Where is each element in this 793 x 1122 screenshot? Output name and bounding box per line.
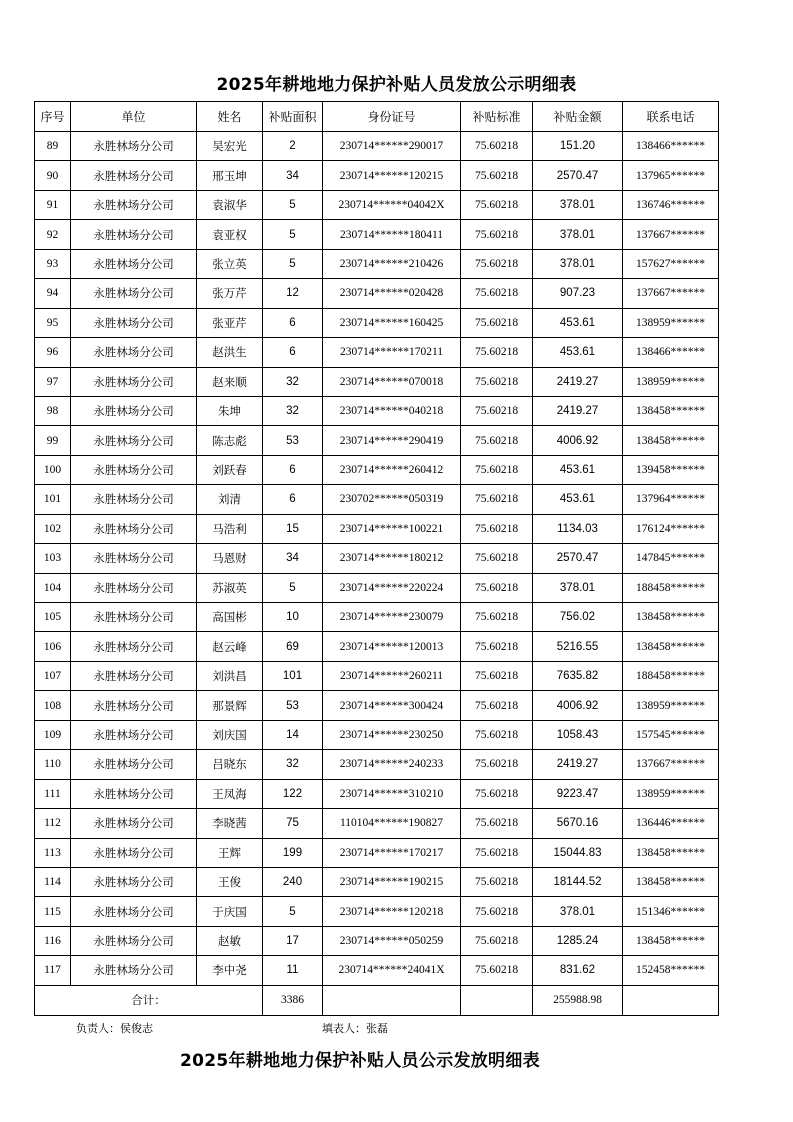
cell-name: 王凤海 [197, 779, 263, 808]
cell-standard: 75.60218 [461, 308, 533, 337]
table-row [35, 485, 719, 514]
cell-unit: 永胜林场分公司 [71, 426, 197, 455]
cell-amount: 151.20 [533, 132, 623, 161]
cell-phone: 137667****** [623, 279, 719, 308]
cell-area: 53 [263, 691, 323, 720]
cell-amount: 1058.43 [533, 720, 623, 749]
cell-amount: 1285.24 [533, 926, 623, 955]
table-row [35, 249, 719, 278]
cell-area: 14 [263, 720, 323, 749]
cell-amount: 5670.16 [533, 809, 623, 838]
table-row [35, 956, 719, 985]
header-phone: 联系电话 [623, 102, 719, 132]
cell-phone: 188458****** [623, 661, 719, 690]
cell-standard: 75.60218 [461, 573, 533, 602]
cell-id-number: 230714******24041X [323, 956, 461, 985]
cell-area: 32 [263, 396, 323, 425]
cell-phone: 136446****** [623, 809, 719, 838]
cell-area: 5 [263, 897, 323, 926]
cell-phone: 138458****** [623, 926, 719, 955]
cell-standard: 75.60218 [461, 485, 533, 514]
cell-id-number: 230714******310210 [323, 779, 461, 808]
cell-id-number: 230714******100221 [323, 514, 461, 543]
table-row [35, 779, 719, 808]
cell-id-number: 110104******190827 [323, 809, 461, 838]
cell-amount: 2419.27 [533, 367, 623, 396]
cell-unit: 永胜林场分公司 [71, 691, 197, 720]
cell-id-number: 230714******120218 [323, 897, 461, 926]
cell-area: 199 [263, 838, 323, 867]
cell-area: 6 [263, 485, 323, 514]
cell-unit: 永胜林场分公司 [71, 632, 197, 661]
cell-amount: 453.61 [533, 308, 623, 337]
cell-standard: 75.60218 [461, 838, 533, 867]
cell-phone: 138458****** [623, 867, 719, 896]
cell-standard: 75.60218 [461, 249, 533, 278]
cell-name: 刘跃春 [197, 455, 263, 484]
table-row [35, 867, 719, 896]
cell-name: 刘洪昌 [197, 661, 263, 690]
form-filler: 填表人：张磊 [322, 1022, 388, 1035]
cell-id-number: 230714******04042X [323, 190, 461, 219]
cell-id-number: 230714******260211 [323, 661, 461, 690]
cell-phone: 176124****** [623, 514, 719, 543]
cell-seq: 90 [35, 161, 71, 190]
cell-id-number: 230714******210426 [323, 249, 461, 278]
cell-phone: 138959****** [623, 308, 719, 337]
cell-seq: 108 [35, 691, 71, 720]
cell-standard: 75.60218 [461, 691, 533, 720]
cell-unit: 永胜林场分公司 [71, 573, 197, 602]
cell-phone: 137965****** [623, 161, 719, 190]
cell-area: 15 [263, 514, 323, 543]
cell-unit: 永胜林场分公司 [71, 750, 197, 779]
cell-phone: 138466****** [623, 338, 719, 367]
cell-phone: 138458****** [623, 632, 719, 661]
cell-phone: 138458****** [623, 603, 719, 632]
total-empty-cell [323, 985, 461, 1015]
cell-area: 69 [263, 632, 323, 661]
table-header-row [35, 102, 719, 132]
cell-area: 34 [263, 544, 323, 573]
cell-unit: 永胜林场分公司 [71, 809, 197, 838]
cell-area: 53 [263, 426, 323, 455]
cell-phone: 138466****** [623, 132, 719, 161]
cell-unit: 永胜林场分公司 [71, 279, 197, 308]
table-row [35, 338, 719, 367]
cell-amount: 378.01 [533, 249, 623, 278]
header-name: 姓名 [197, 102, 263, 132]
cell-id-number: 230714******020428 [323, 279, 461, 308]
cell-phone: 157627****** [623, 249, 719, 278]
cell-id-number: 230714******170211 [323, 338, 461, 367]
cell-id-number: 230714******070018 [323, 367, 461, 396]
cell-area: 5 [263, 190, 323, 219]
cell-seq: 109 [35, 720, 71, 749]
cell-amount: 453.61 [533, 338, 623, 367]
cell-phone: 138458****** [623, 426, 719, 455]
cell-seq: 102 [35, 514, 71, 543]
cell-amount: 9223.47 [533, 779, 623, 808]
cell-phone: 152458****** [623, 956, 719, 985]
table-row [35, 426, 719, 455]
cell-unit: 永胜林场分公司 [71, 338, 197, 367]
table-row [35, 897, 719, 926]
cell-name: 陈志彪 [197, 426, 263, 455]
cell-area: 6 [263, 308, 323, 337]
cell-id-number: 230714******230079 [323, 603, 461, 632]
cell-amount: 907.23 [533, 279, 623, 308]
cell-name: 马恩财 [197, 544, 263, 573]
cell-seq: 101 [35, 485, 71, 514]
cell-area: 6 [263, 338, 323, 367]
cell-unit: 永胜林场分公司 [71, 220, 197, 249]
cell-unit: 永胜林场分公司 [71, 720, 197, 749]
table-row [35, 367, 719, 396]
cell-standard: 75.60218 [461, 132, 533, 161]
cell-name: 袁亚权 [197, 220, 263, 249]
cell-amount: 378.01 [533, 190, 623, 219]
cell-id-number: 230714******120013 [323, 632, 461, 661]
cell-amount: 7635.82 [533, 661, 623, 690]
cell-seq: 104 [35, 573, 71, 602]
cell-id-number: 230714******050259 [323, 926, 461, 955]
cell-area: 32 [263, 367, 323, 396]
cell-area: 11 [263, 956, 323, 985]
cell-name: 吕晓东 [197, 750, 263, 779]
cell-area: 75 [263, 809, 323, 838]
header-unit: 单位 [71, 102, 197, 132]
cell-seq: 111 [35, 779, 71, 808]
total-area: 3386 [263, 985, 323, 1015]
cell-standard: 75.60218 [461, 897, 533, 926]
cell-seq: 89 [35, 132, 71, 161]
cell-standard: 75.60218 [461, 956, 533, 985]
cell-phone: 139458****** [623, 455, 719, 484]
next-page-title: 2025年耕地地力保护补贴人员公示发放明细表 [180, 1051, 540, 1071]
cell-standard: 75.60218 [461, 720, 533, 749]
table-row [35, 720, 719, 749]
cell-name: 那景辉 [197, 691, 263, 720]
table-row [35, 691, 719, 720]
cell-area: 122 [263, 779, 323, 808]
cell-seq: 106 [35, 632, 71, 661]
cell-standard: 75.60218 [461, 779, 533, 808]
cell-area: 32 [263, 750, 323, 779]
cell-id-number: 230714******300424 [323, 691, 461, 720]
cell-id-number: 230714******190215 [323, 867, 461, 896]
cell-id-number: 230714******040218 [323, 396, 461, 425]
cell-name: 李中尧 [197, 956, 263, 985]
cell-area: 2 [263, 132, 323, 161]
cell-amount: 5216.55 [533, 632, 623, 661]
cell-phone: 138959****** [623, 779, 719, 808]
table-row [35, 926, 719, 955]
table-row [35, 573, 719, 602]
cell-seq: 117 [35, 956, 71, 985]
cell-id-number: 230714******290419 [323, 426, 461, 455]
cell-seq: 105 [35, 603, 71, 632]
cell-standard: 75.60218 [461, 426, 533, 455]
cell-unit: 永胜林场分公司 [71, 367, 197, 396]
cell-amount: 378.01 [533, 897, 623, 926]
cell-standard: 75.60218 [461, 279, 533, 308]
header-area: 补贴面积 [263, 102, 323, 132]
cell-unit: 永胜林场分公司 [71, 396, 197, 425]
cell-phone: 157545****** [623, 720, 719, 749]
cell-unit: 永胜林场分公司 [71, 190, 197, 219]
total-empty-cell [461, 985, 533, 1015]
header-amount: 补贴金额 [533, 102, 623, 132]
total-label: 合计： [35, 985, 263, 1015]
cell-seq: 107 [35, 661, 71, 690]
cell-amount: 4006.92 [533, 426, 623, 455]
cell-id-number: 230714******120215 [323, 161, 461, 190]
cell-name: 赵来顺 [197, 367, 263, 396]
cell-phone: 138959****** [623, 367, 719, 396]
table-row [35, 308, 719, 337]
cell-unit: 永胜林场分公司 [71, 308, 197, 337]
cell-standard: 75.60218 [461, 455, 533, 484]
table-row [35, 809, 719, 838]
cell-amount: 453.61 [533, 485, 623, 514]
table-row [35, 220, 719, 249]
cell-name: 李晓茜 [197, 809, 263, 838]
cell-name: 王辉 [197, 838, 263, 867]
table-row [35, 632, 719, 661]
responsible-person: 负责人：侯俊志 [76, 1022, 153, 1035]
cell-unit: 永胜林场分公司 [71, 661, 197, 690]
cell-name: 刘庆国 [197, 720, 263, 749]
cell-id-number: 230714******180411 [323, 220, 461, 249]
cell-area: 6 [263, 455, 323, 484]
cell-name: 张万芹 [197, 279, 263, 308]
cell-seq: 92 [35, 220, 71, 249]
cell-id-number: 230714******230250 [323, 720, 461, 749]
cell-seq: 98 [35, 396, 71, 425]
cell-area: 5 [263, 220, 323, 249]
cell-amount: 2419.27 [533, 396, 623, 425]
cell-area: 10 [263, 603, 323, 632]
total-amount: 255988.98 [533, 985, 623, 1015]
cell-standard: 75.60218 [461, 220, 533, 249]
cell-phone: 138458****** [623, 838, 719, 867]
cell-name: 吴宏光 [197, 132, 263, 161]
cell-seq: 110 [35, 750, 71, 779]
table-row [35, 279, 719, 308]
cell-unit: 永胜林场分公司 [71, 514, 197, 543]
cell-name: 马浩利 [197, 514, 263, 543]
cell-phone: 136746****** [623, 190, 719, 219]
cell-standard: 75.60218 [461, 867, 533, 896]
cell-seq: 116 [35, 926, 71, 955]
cell-amount: 2419.27 [533, 750, 623, 779]
cell-area: 101 [263, 661, 323, 690]
cell-standard: 75.60218 [461, 161, 533, 190]
cell-unit: 永胜林场分公司 [71, 867, 197, 896]
cell-amount: 1134.03 [533, 514, 623, 543]
cell-standard: 75.60218 [461, 544, 533, 573]
cell-name: 赵洪生 [197, 338, 263, 367]
cell-seq: 93 [35, 249, 71, 278]
cell-area: 5 [263, 573, 323, 602]
page-title: 2025年耕地地力保护补贴人员发放公示明细表 [216, 75, 577, 95]
cell-seq: 99 [35, 426, 71, 455]
cell-seq: 95 [35, 308, 71, 337]
cell-standard: 75.60218 [461, 396, 533, 425]
cell-area: 12 [263, 279, 323, 308]
cell-unit: 永胜林场分公司 [71, 249, 197, 278]
table-row [35, 161, 719, 190]
cell-standard: 75.60218 [461, 750, 533, 779]
cell-unit: 永胜林场分公司 [71, 603, 197, 632]
cell-area: 34 [263, 161, 323, 190]
table-row [35, 190, 719, 219]
cell-name: 苏淑英 [197, 573, 263, 602]
total-empty-cell [623, 985, 719, 1015]
cell-amount: 15044.83 [533, 838, 623, 867]
table-row [35, 132, 719, 161]
cell-amount: 756.02 [533, 603, 623, 632]
cell-phone: 137964****** [623, 485, 719, 514]
subsidy-table [34, 101, 719, 1016]
header-id: 身份证号 [323, 102, 461, 132]
cell-unit: 永胜林场分公司 [71, 926, 197, 955]
cell-name: 邢玉坤 [197, 161, 263, 190]
cell-seq: 91 [35, 190, 71, 219]
cell-amount: 2570.47 [533, 544, 623, 573]
cell-phone: 137667****** [623, 220, 719, 249]
cell-standard: 75.60218 [461, 926, 533, 955]
cell-amount: 453.61 [533, 455, 623, 484]
table-row [35, 396, 719, 425]
cell-unit: 永胜林场分公司 [71, 897, 197, 926]
cell-unit: 永胜林场分公司 [71, 161, 197, 190]
cell-unit: 永胜林场分公司 [71, 779, 197, 808]
table-row [35, 750, 719, 779]
cell-seq: 100 [35, 455, 71, 484]
cell-name: 于庆国 [197, 897, 263, 926]
cell-seq: 94 [35, 279, 71, 308]
cell-amount: 831.62 [533, 956, 623, 985]
cell-phone: 188458****** [623, 573, 719, 602]
cell-name: 赵敏 [197, 926, 263, 955]
cell-standard: 75.60218 [461, 661, 533, 690]
cell-unit: 永胜林场分公司 [71, 455, 197, 484]
table-row [35, 544, 719, 573]
cell-unit: 永胜林场分公司 [71, 132, 197, 161]
cell-standard: 75.60218 [461, 338, 533, 367]
cell-amount: 378.01 [533, 573, 623, 602]
cell-phone: 147845****** [623, 544, 719, 573]
cell-name: 张立英 [197, 249, 263, 278]
table-row [35, 838, 719, 867]
cell-id-number: 230714******220224 [323, 573, 461, 602]
table-row [35, 603, 719, 632]
cell-amount: 4006.92 [533, 691, 623, 720]
cell-phone: 151346****** [623, 897, 719, 926]
cell-id-number: 230714******160425 [323, 308, 461, 337]
cell-id-number: 230714******290017 [323, 132, 461, 161]
table-row [35, 455, 719, 484]
cell-phone: 137667****** [623, 750, 719, 779]
cell-seq: 114 [35, 867, 71, 896]
cell-standard: 75.60218 [461, 603, 533, 632]
cell-id-number: 230702******050319 [323, 485, 461, 514]
cell-name: 赵云峰 [197, 632, 263, 661]
cell-id-number: 230714******260412 [323, 455, 461, 484]
cell-seq: 113 [35, 838, 71, 867]
cell-seq: 103 [35, 544, 71, 573]
cell-standard: 75.60218 [461, 514, 533, 543]
cell-seq: 97 [35, 367, 71, 396]
cell-amount: 378.01 [533, 220, 623, 249]
cell-phone: 138959****** [623, 691, 719, 720]
total-row [35, 985, 719, 1015]
table-row [35, 661, 719, 690]
cell-phone: 138458****** [623, 396, 719, 425]
cell-unit: 永胜林场分公司 [71, 838, 197, 867]
cell-standard: 75.60218 [461, 632, 533, 661]
header-seq: 序号 [35, 102, 71, 132]
cell-id-number: 230714******180212 [323, 544, 461, 573]
cell-area: 5 [263, 249, 323, 278]
cell-id-number: 230714******240233 [323, 750, 461, 779]
cell-unit: 永胜林场分公司 [71, 544, 197, 573]
cell-unit: 永胜林场分公司 [71, 956, 197, 985]
cell-area: 17 [263, 926, 323, 955]
cell-amount: 18144.52 [533, 867, 623, 896]
cell-amount: 2570.47 [533, 161, 623, 190]
cell-standard: 75.60218 [461, 809, 533, 838]
cell-name: 王俊 [197, 867, 263, 896]
cell-name: 朱坤 [197, 396, 263, 425]
table-row [35, 514, 719, 543]
cell-name: 袁淑华 [197, 190, 263, 219]
cell-standard: 75.60218 [461, 367, 533, 396]
cell-name: 张亚芹 [197, 308, 263, 337]
cell-area: 240 [263, 867, 323, 896]
header-std: 补贴标准 [461, 102, 533, 132]
cell-unit: 永胜林场分公司 [71, 485, 197, 514]
cell-standard: 75.60218 [461, 190, 533, 219]
cell-name: 刘清 [197, 485, 263, 514]
cell-seq: 115 [35, 897, 71, 926]
cell-seq: 96 [35, 338, 71, 367]
cell-id-number: 230714******170217 [323, 838, 461, 867]
cell-name: 高国彬 [197, 603, 263, 632]
cell-seq: 112 [35, 809, 71, 838]
table-body [35, 132, 719, 1016]
